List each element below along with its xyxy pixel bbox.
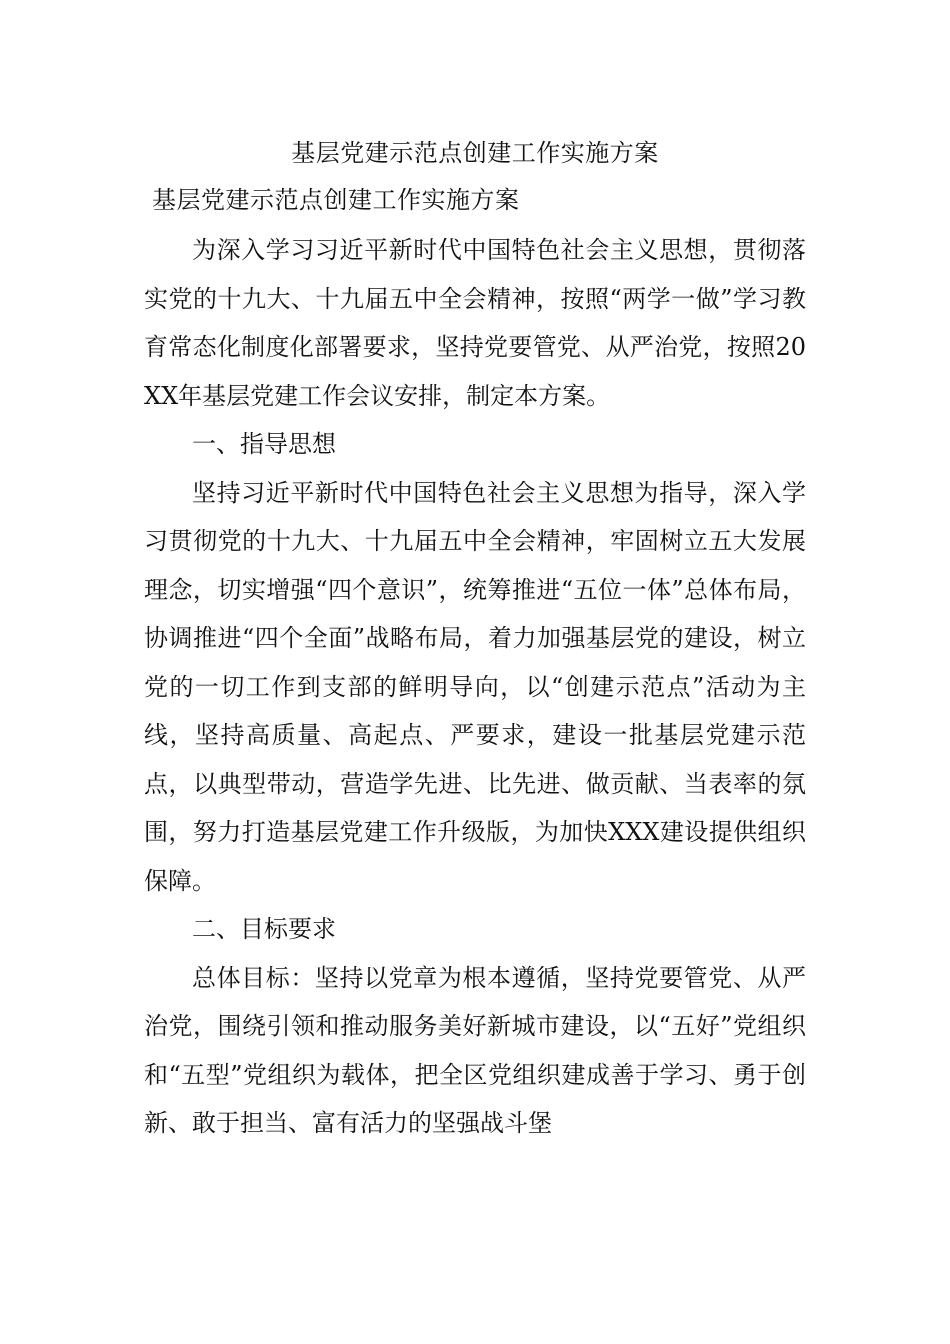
section-heading-guiding-ideology: 一、指导思想 — [192, 430, 336, 458]
goals-paragraph: 总体目标：坚持以党章为根本遵循，坚持党要管党、从严治党，围绕引领和推动服务美好新城市建设，以“五好”党组织和“五型”党组织为载体，把全区党组织建成善于学习、勇于创新、敢于担当、富有活力的坚强战斗堡 — [144, 963, 806, 1137]
document-body — [144, 226, 806, 1148]
section-heading-goals: 二、目标要求 — [192, 915, 336, 943]
document-title: 基层党建示范点创建工作实施方案 — [291, 139, 659, 167]
guiding-ideology-paragraph: 坚持习近平新时代中国特色社会主义思想为指导，深入学习贯彻党的十九大、十九届五中全会精神，牢固树立五大发展理念，切实增强“四个意识”，统筹推进“五位一体”总体布局，协调推进“四个全面”战略布局，着力加强基层党的建设，树立党的一切工作到支部的鲜明导向，以“创建示范点”活动为主线，坚持高质量、高起点、严要求，建设一批基层党建示范点，以典型带动，营造学先进、比先进、做贡献、当表率的氛围，努力打造基层党建工作升级版，为加快XXX建设提供组织保障。 — [144, 478, 806, 895]
intro-paragraph: 为深入学习习近平新时代中国特色社会主义思想，贯彻落实党的十九大、十九届五中全会精神，按照“两学一做”学习教育常态化制度化部署要求，坚持党要管党、从严治党，按照20XX年基层党建工作会议安排，制定本方案。 — [144, 236, 806, 410]
document-subtitle: 基层党建示范点创建工作实施方案 — [152, 186, 520, 214]
